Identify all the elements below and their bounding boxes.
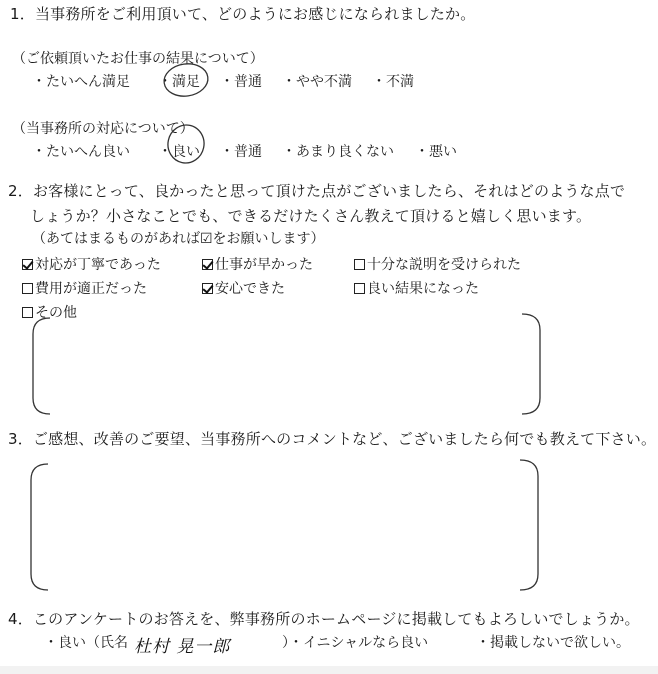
q1-title: 1．当事務所をご利用頂いて、どのようにお感じになられましたか。	[10, 5, 476, 23]
q4-option-no[interactable]: ・掲載しないで欲しい。	[476, 635, 630, 651]
q1-sub1-option-normal[interactable]: ・普通	[220, 74, 262, 90]
q4-option-initials[interactable]: ）・イニシャルなら良い	[282, 635, 429, 651]
checkbox-label: 良い結果になった	[367, 281, 479, 297]
checkbox-label: 十分な説明を受けられた	[367, 257, 521, 273]
q1-sub2-option-good[interactable]: ・良い	[158, 144, 200, 160]
checkbox-label: 対応が丁寧であった	[35, 257, 161, 273]
checkbox-label: 費用が適正だった	[35, 281, 147, 297]
q4-title: 4．このアンケートのお答えを、弊事務所のホームページに掲載してもよろしいでしょうか。	[8, 610, 640, 628]
q4-option-good[interactable]: ・良い（氏名	[44, 635, 128, 651]
selection-circle	[162, 61, 210, 99]
q1-sub2-heading: （当事務所の対応について）	[12, 121, 194, 137]
checkbox-label: その他	[35, 305, 77, 321]
left-bracket	[31, 464, 48, 590]
right-bracket	[522, 314, 540, 414]
q2-title-line2: しょうか？小さなことでも、できるだけたくさん教えて頂けると嬉しく思います。	[30, 207, 592, 225]
selection-circle	[164, 122, 207, 167]
checkbox-label: 仕事が早かった	[215, 257, 313, 273]
q3-title: 3．ご感想、改善のご要望、当事務所へのコメントなど、ございましたら何でも教えて下さい。	[8, 430, 657, 448]
q1-sub1-option-very-satisfied[interactable]: ・たいへん満足	[32, 74, 130, 90]
page-bottom-edge	[0, 666, 658, 674]
checkbox-label: 安心できた	[215, 281, 285, 297]
right-bracket	[520, 460, 538, 590]
q1-sub1-option-dissatisfied[interactable]: ・不満	[372, 74, 414, 90]
q1-sub1-heading: （ご依頼頂いたお仕事の結果について）	[12, 51, 264, 67]
q1-sub2-option-normal[interactable]: ・普通	[220, 144, 262, 160]
q1-sub2-option-bad[interactable]: ・悪い	[415, 144, 457, 160]
q1-sub2-option-very-good[interactable]: ・たいへん良い	[32, 144, 130, 160]
q1-sub1-option-satisfied[interactable]: ・満足	[158, 74, 200, 90]
q2-title-line1: 2．お客様にとって、良かったと思って頂けた点がございましたら、それはどのような点で	[8, 182, 626, 200]
q1-sub2-option-not-very-good[interactable]: ・あまり良くない	[282, 144, 394, 160]
q1-sub1-option-slightly-dissatisfied[interactable]: ・やや不満	[282, 74, 352, 90]
q2-instruction: （あてはまるものがあれば☑をお願いします）	[32, 231, 325, 247]
handwritten-name: 杜村 晃一郎	[134, 637, 231, 657]
left-bracket	[33, 318, 50, 414]
